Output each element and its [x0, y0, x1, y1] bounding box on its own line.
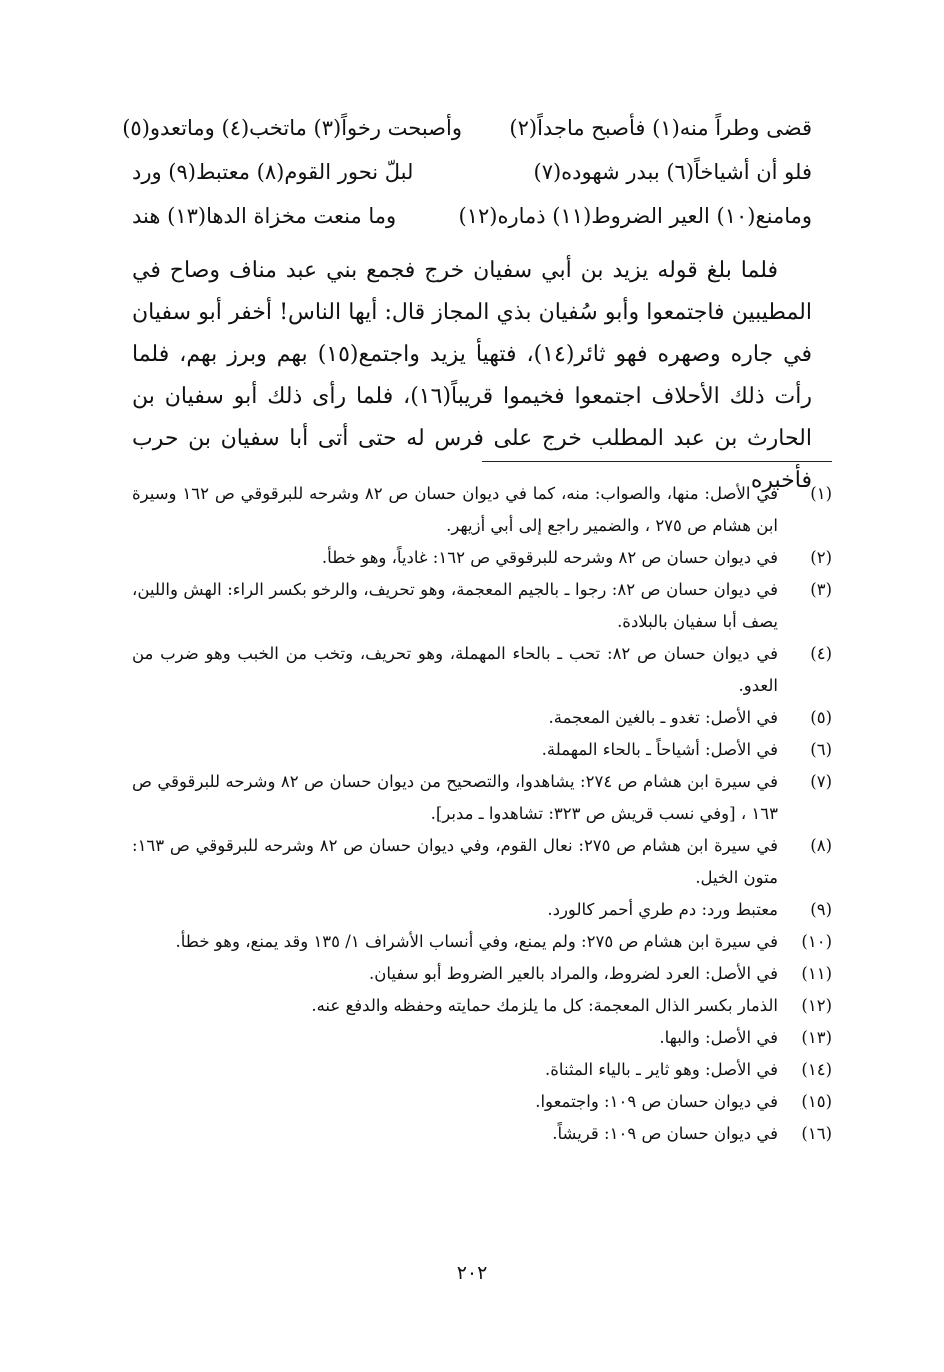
footnote-number: (١٥)	[801, 1092, 832, 1111]
page-number: ٢٠٢	[456, 1262, 488, 1284]
footnote-text: الذمار بكسر الذال المعجمة: كل ما يلزمك حمايته وحفظه والدفع عنه.	[311, 996, 778, 1015]
footnote	[132, 1118, 832, 1150]
footnote-text: في ديوان حسان ص ٨٢: تحب ـ بالحاء المهملة، وهو تحريف، وتخب من الخبب وهو ضرب من العدو.	[132, 644, 779, 695]
footnote-number: (٩)	[810, 900, 832, 919]
verse-second-hemistich: لبلّ نحور القوم(٨) معتبط(٩) ورد	[132, 160, 414, 184]
footnote	[132, 702, 832, 734]
footnote-text: في الأصل: منها، والصواب: منه، كما في ديوان حسان ص ٨٢ وشرحه للبرقوقي ص ١٦٢ وسيرة ابن هشام ص ٢٧٥ ، والضمير راجع إلى أبي أزيهر.	[132, 484, 778, 535]
footnote-number: (١١)	[801, 964, 832, 983]
footnote-text: في سيرة ابن هشام ص ٢٧٤: يشاهدوا، والتصحيح من ديوان حسان ص ٨٢ وشرحه للبرقوقي ص ١٦٣ ، [وفي نسب قريش ص ٣٢٣: تشاهدوا ـ مدبر].	[132, 772, 778, 823]
footnote	[132, 766, 832, 830]
footnote-text: معتبط ورد: دم طري أحمر كالورد.	[547, 900, 778, 919]
footnote	[132, 958, 832, 990]
footnote	[132, 1022, 832, 1054]
footnote	[132, 926, 832, 958]
footnote	[132, 894, 832, 926]
footnote-number: (٢)	[810, 548, 832, 567]
footnote-number: (٥)	[810, 708, 832, 727]
footnote-text: في سيرة ابن هشام ص ٢٧٥: نعال القوم، وفي ديوان حسان ص ٨٢ وشرحه للبرقوقي ص ١٦٣: متون الخيل.	[132, 836, 778, 887]
footnotes	[132, 478, 832, 1150]
footnote-text: في ديوان حسان ص ١٠٩: واجتمعوا.	[535, 1092, 778, 1111]
verse-second-hemistich: وما منعت مخزاة الدها(١٣) هند	[132, 204, 397, 228]
footnote	[132, 830, 832, 894]
footnote-text: في الأصل: العرد لضروط، والمراد بالعير الضروط أبو سفيان.	[368, 964, 778, 983]
poem-verse	[132, 196, 812, 236]
footnote-text: في سيرة ابن هشام ص ٢٧٥: ولم يمنع، وفي أنساب الأشراف ١/ ١٣٥ وقد يمنع، وهو خطأ.	[175, 932, 778, 951]
footnote-number: (١٢)	[801, 996, 832, 1015]
verse-first-hemistich: ومامنع(١٠) العير الضروط(١١) ذماره(١٢)	[458, 204, 812, 228]
footnote-number: (١٦)	[801, 1124, 832, 1143]
footnote-number: (١٤)	[801, 1060, 832, 1079]
poem-verse	[122, 108, 812, 148]
footnote-number: (١٠)	[801, 932, 832, 951]
footnote	[132, 990, 832, 1022]
body-text	[132, 250, 812, 502]
poem-verse	[132, 152, 812, 192]
footnote-text: في ديوان حسان ص ٨٢ وشرحه للبرقوقي ص ١٦٢: غادياً، وهو خطأ.	[321, 548, 778, 567]
footnote-text: في الأصل: والبها.	[659, 1028, 778, 1047]
footnote	[132, 542, 832, 574]
verse-second-hemistich: وأصبحت رخواً(٣) ماتخب(٤) وماتعدو(٥)	[122, 116, 462, 140]
verse-first-hemistich: قضى وطراً منه(١) فأصبح ماجداً(٢)	[509, 116, 812, 140]
footnote-number: (٣)	[810, 580, 832, 599]
footnote-text: في ديوان حسان ص ١٠٩: قريشاً.	[552, 1124, 778, 1143]
footnote	[132, 574, 832, 638]
footnote-text: في ديوان حسان ص ٨٢: رجوا ـ بالجيم المعجمة، وهو تحريف، والرخو بكسر الراء: الهش واللين، يصف أبا سفيان بالبلادة.	[132, 580, 779, 631]
footnote-number: (٤)	[810, 644, 832, 663]
footnote	[132, 638, 832, 702]
footnote	[132, 734, 832, 766]
footnote	[132, 478, 832, 542]
body-paragraph: فلما بلغ قوله يزيد بن أبي سفيان خرج فجمع بني عبد مناف وصاح في المطيبين فاجتمعوا وأبو سُفيان بذي المجاز قال: أيها الناس! أخفر أبو سفيان في جاره وصهره فهو ثائر(١٤)، فتهيأ يزيد واجتمع(١٥) بهم وبرز بهم، فلما رأت ذلك الأحلاف اجتمعوا فخيموا قريباً(١٦)، فلما رأى ذلك أبو سفيان بن الحارث بن عبد المطلب خرج على فرس له حتى أتى أبا سفيان بن حرب فأخبره	[132, 258, 813, 493]
verse-first-hemistich: فلو أن أشياخاً(٦) ببدر شهوده(٧)	[533, 160, 812, 184]
footnote-number: (١٣)	[801, 1028, 832, 1047]
footnote-text: في الأصل: تغدو ـ بالغين المعجمة.	[548, 708, 778, 727]
footnote-number: (٨)	[810, 836, 832, 855]
footnote-text: في الأصل: أشياحاً ـ بالحاء المهملة.	[541, 740, 778, 759]
footnote	[132, 1054, 832, 1086]
footnote-number: (٦)	[810, 740, 832, 759]
footnote-separator	[482, 461, 832, 462]
footnote-text: في الأصل: وهو ثاير ـ بالياء المثناة.	[545, 1060, 778, 1079]
footnote	[132, 1086, 832, 1118]
footnote-number: (١)	[810, 484, 832, 503]
footnote-number: (٧)	[810, 772, 832, 791]
